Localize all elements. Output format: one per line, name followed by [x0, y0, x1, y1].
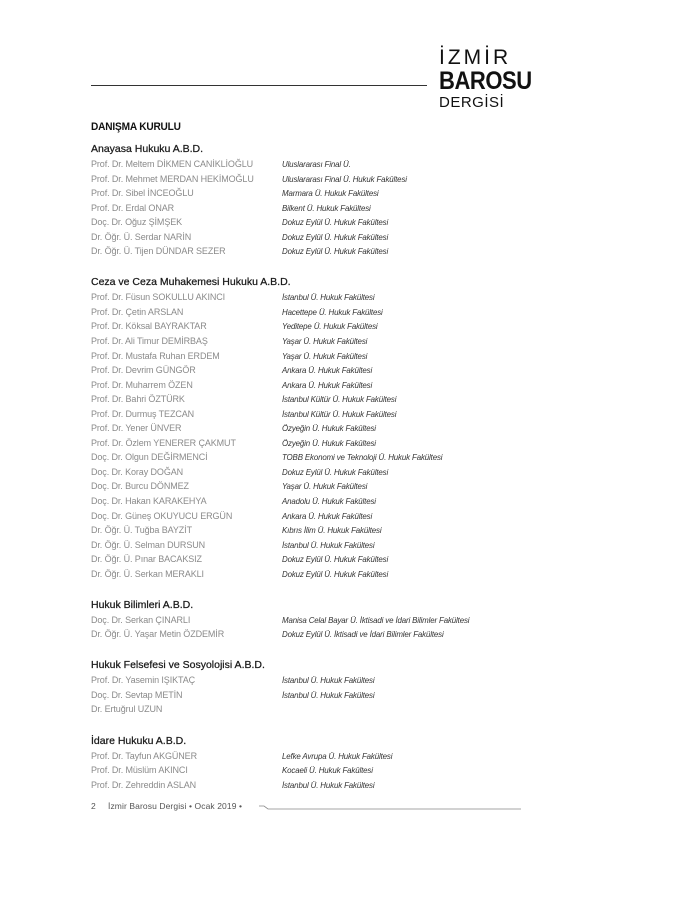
member-affiliation: İstanbul Ü. Hukuk Fakültesi — [282, 779, 375, 790]
member-affiliation: Lefke Avrupa Ü. Hukuk Fakültesi — [282, 750, 393, 761]
member-name: Prof. Dr. Köksal BAYRAKTAR — [91, 321, 207, 332]
member-row — [91, 290, 531, 305]
member-affiliation: İstanbul Kültür Ü. Hukuk Fakültesi — [282, 408, 397, 419]
member-name: Prof. Dr. Meltem DİKMEN CANİKLİOĞLU — [91, 159, 254, 169]
member-affiliation: Dokuz Eylül Ü. Hukuk Fakültesi — [282, 554, 389, 565]
member-row — [91, 538, 531, 553]
member-row — [91, 305, 531, 320]
member-row — [91, 334, 531, 349]
header-rule — [91, 85, 427, 86]
member-row — [91, 688, 531, 703]
member-name: Prof. Dr. Zehreddin ASLAN — [91, 779, 197, 790]
member-row — [91, 186, 531, 201]
member-affiliation: Kıbrıs İlim Ü. Hukuk Fakültesi — [282, 525, 382, 536]
member-affiliation: Dokuz Eylül Ü. Hukuk Fakültesi — [282, 246, 389, 257]
footer-text: İzmir Barosu Dergisi • Ocak 2019 • — [108, 801, 243, 811]
member-row — [91, 392, 531, 407]
member-row — [91, 407, 531, 422]
member-name: Prof. Dr. Durmuş TEZCAN — [91, 408, 195, 419]
member-row — [91, 201, 531, 216]
section-title: Ceza ve Ceza Muhakemesi Hukuku A.B.D. — [91, 276, 291, 289]
journal-logo — [439, 46, 532, 111]
member-name: Doç. Dr. Koray DOĞAN — [91, 466, 184, 477]
member-name: Doç. Dr. Sevtap METİN — [91, 689, 183, 700]
member-row — [91, 244, 531, 259]
member-name: Prof. Dr. Mehmet MERDAN HEKİMOĞLU — [91, 173, 254, 184]
member-name: Prof. Dr. Çetin ARSLAN — [91, 306, 184, 317]
member-name: Dr. Öğr. Ü. Tuğba BAYZİT — [91, 525, 192, 536]
section — [91, 274, 531, 581]
member-row — [91, 552, 531, 567]
member-name: Dr. Öğr. Ü. Tijen DÜNDAR SEZER — [91, 246, 226, 257]
member-row — [91, 319, 531, 334]
member-affiliation: Bilkent Ü. Hukuk Fakültesi — [282, 202, 371, 213]
member-name: Prof. Dr. Erdal ONAR — [91, 202, 175, 213]
member-affiliation: Anadolu Ü. Hukuk Fakültesi — [282, 495, 376, 506]
member-affiliation: İstanbul Ü. Hukuk Fakültesi — [282, 539, 375, 550]
member-affiliation: Ankara Ü. Hukuk Fakültesi — [282, 365, 373, 376]
member-row — [91, 613, 531, 628]
member-row — [91, 673, 531, 688]
member-name: Doç. Dr. Serkan ÇINARLI — [91, 614, 191, 625]
member-name: Prof. Dr. Füsun SOKULLU AKINCI — [91, 292, 226, 303]
member-affiliation: Manisa Celal Bayar Ü. İktisadi ve İdari Bilimler Fakültesi — [282, 614, 470, 625]
member-affiliation: TOBB Ekonomi ve Teknoloji Ü. Hukuk Fakültesi — [282, 452, 443, 463]
member-affiliation: Dokuz Eylül Ü. Hukuk Fakültesi — [282, 217, 389, 228]
member-row — [91, 378, 531, 393]
section — [91, 141, 531, 259]
member-affiliation: Dokuz Eylül Ü. İktisadi ve İdari Bilimler Fakültesi — [282, 629, 444, 640]
advisory-board-list — [91, 141, 531, 808]
section-title: Hukuk Bilimleri A.B.D. — [91, 598, 194, 611]
member-name: Doç. Dr. Burcu DÖNMEZ — [91, 481, 189, 492]
member-row — [91, 215, 531, 230]
logo-line-1: İZMİR — [439, 46, 512, 69]
member-affiliation: Uluslararası Final Ü. Hukuk Fakültesi — [282, 173, 407, 184]
member-row — [91, 479, 531, 494]
member-row — [91, 494, 531, 509]
member-affiliation: Yaşar Ü. Hukuk Fakültesi — [282, 335, 368, 346]
member-row — [91, 363, 531, 378]
member-affiliation: İstanbul Ü. Hukuk Fakültesi — [282, 292, 375, 303]
member-affiliation: Ankara Ü. Hukuk Fakültesi — [282, 510, 373, 521]
member-row — [91, 702, 531, 717]
member-name: Prof. Dr. Sibel İNCEOĞLU — [91, 188, 194, 199]
section-title: Hukuk Felsefesi ve Sosyolojisi A.B.D. — [91, 659, 265, 672]
member-name: Prof. Dr. Bahri ÖZTÜRK — [91, 394, 185, 405]
member-row — [91, 421, 531, 436]
member-row — [91, 349, 531, 364]
section — [91, 733, 531, 793]
member-row — [91, 567, 531, 582]
member-affiliation: Özyeğin Ü. Hukuk Fakültesi — [282, 437, 376, 448]
member-row — [91, 523, 531, 538]
member-affiliation: Uluslararası Final Ü. — [282, 159, 351, 169]
member-name: Dr. Öğr. Ü. Serdar NARİN — [91, 231, 192, 242]
member-affiliation: İstanbul Ü. Hukuk Fakültesi — [282, 675, 375, 686]
member-affiliation: Hacettepe Ü. Hukuk Fakültesi — [282, 306, 383, 317]
footer-rule — [259, 804, 521, 810]
member-name: Dr. Ertuğrul UZUN — [91, 704, 163, 715]
section — [91, 597, 531, 642]
member-name: Prof. Dr. Müslüm AKINCI — [91, 765, 188, 776]
member-name: Dr. Öğr. Ü. Serkan MERAKLI — [91, 568, 204, 579]
member-affiliation: Dokuz Eylül Ü. Hukuk Fakültesi — [282, 231, 389, 242]
member-row — [91, 157, 531, 172]
logo-line-2: BAROSU — [439, 67, 532, 95]
member-name: Prof. Dr. Ali Timur DEMİRBAŞ — [91, 335, 208, 346]
member-row — [91, 450, 531, 465]
member-affiliation: Yeditepe Ü. Hukuk Fakültesi — [282, 321, 378, 332]
member-name: Doç. Dr. Güneş OKUYUCU ERGÜN — [91, 510, 233, 521]
section-title: Anayasa Hukuku A.B.D. — [91, 143, 204, 155]
member-name: Prof. Dr. Özlem YENERER ÇAKMUT — [91, 437, 236, 448]
member-affiliation: Özyeğin Ü. Hukuk Fakültesi — [282, 423, 376, 434]
member-row — [91, 627, 531, 642]
logo-line-3: DERGİSİ — [439, 94, 505, 111]
member-name: Prof. Dr. Yasemin IŞIKTAÇ — [91, 675, 196, 686]
section — [91, 657, 531, 717]
member-row — [91, 749, 531, 764]
member-name: Prof. Dr. Tayfun AKGÜNER — [91, 750, 197, 761]
member-affiliation: Ankara Ü. Hukuk Fakültesi — [282, 379, 373, 390]
member-name: Dr. Öğr. Ü. Selman DURSUN — [91, 539, 206, 550]
member-affiliation: Dokuz Eylül Ü. Hukuk Fakültesi — [282, 568, 389, 579]
member-affiliation: Dokuz Eylül Ü. Hukuk Fakültesi — [282, 466, 389, 477]
page-footer — [91, 801, 242, 811]
member-affiliation: İstanbul Kültür Ü. Hukuk Fakültesi — [282, 394, 397, 405]
member-name: Doç. Dr. Hakan KARAKEHYA — [91, 495, 207, 506]
member-name: Prof. Dr. Yener ÜNVER — [91, 423, 182, 434]
member-affiliation: Kocaeli Ü. Hukuk Fakültesi — [282, 765, 373, 776]
page-number: 2 — [91, 801, 96, 811]
member-name: Prof. Dr. Mustafa Ruhan ERDEM — [91, 350, 220, 361]
member-row — [91, 778, 531, 793]
member-affiliation: Yaşar Ü. Hukuk Fakültesi — [282, 350, 368, 361]
member-row — [91, 436, 531, 451]
member-row — [91, 465, 531, 480]
board-title: DANIŞMA KURULU — [91, 121, 181, 133]
member-row — [91, 172, 531, 187]
member-name: Prof. Dr. Devrim GÜNGÖR — [91, 365, 196, 376]
member-name: Dr. Öğr. Ü. Pınar BACAKSIZ — [91, 554, 202, 565]
member-name: Prof. Dr. Muharrem ÖZEN — [91, 379, 193, 390]
member-affiliation: İstanbul Ü. Hukuk Fakültesi — [282, 689, 375, 700]
member-affiliation: Marmara Ü. Hukuk Fakültesi — [282, 188, 379, 199]
member-name: Doç. Dr. Olgun DEĞİRMENCİ — [91, 452, 208, 463]
member-name: Dr. Öğr. Ü. Yaşar Metin ÖZDEMİR — [91, 629, 225, 640]
member-row — [91, 509, 531, 524]
section-title: İdare Hukuku A.B.D. — [91, 734, 187, 747]
member-row — [91, 230, 531, 245]
member-row — [91, 763, 531, 778]
member-name: Doç. Dr. Oğuz ŞİMŞEK — [91, 217, 183, 228]
member-affiliation: Yaşar Ü. Hukuk Fakültesi — [282, 481, 368, 492]
